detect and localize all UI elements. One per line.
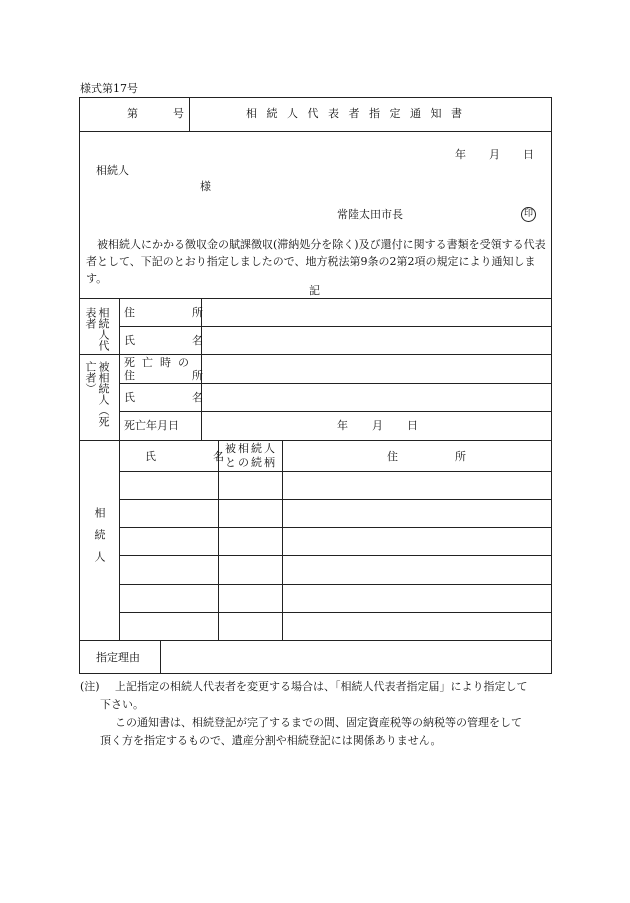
notes-marker: (注) xyxy=(80,680,100,693)
heir-3-address-field[interactable] xyxy=(283,528,551,555)
heir-3-name-field[interactable] xyxy=(120,528,218,555)
ki-label: 記 xyxy=(309,284,320,297)
heir-6-relation-field[interactable] xyxy=(219,613,282,640)
death-date-day: 日 xyxy=(407,419,418,432)
heir-1-address-field[interactable] xyxy=(283,472,551,499)
death-date-label: 死亡年月日 xyxy=(124,419,179,432)
form-id: 様式第17号 xyxy=(80,82,138,95)
date-month: 月 xyxy=(489,148,500,161)
heirs-col-relation-2: との続柄 xyxy=(225,456,277,469)
date-day: 日 xyxy=(523,148,534,161)
decedent-address-label-2: 住 所 xyxy=(124,369,226,382)
heir-1-relation-field[interactable] xyxy=(219,472,282,499)
seal-mark: 印 xyxy=(521,207,536,222)
representative-name-field[interactable] xyxy=(202,327,551,354)
heirs-col-relation-1: 被相続人 xyxy=(225,442,277,455)
decedent-address-label-1: 死亡時の xyxy=(124,356,196,369)
representative-address-label: 住 所 xyxy=(124,306,226,319)
heir-1-name-field[interactable] xyxy=(120,472,218,499)
decedent-group-label: 被相続人（死亡者） xyxy=(84,361,110,427)
decedent-name-label: 氏 名 xyxy=(124,391,226,404)
heirs-group-label: 相続人 xyxy=(93,507,106,573)
header-column-divider xyxy=(189,97,190,131)
reason-label: 指定理由 xyxy=(96,651,140,664)
heirs-col-name: 氏 名 xyxy=(145,450,247,463)
notes-line-1-cont: 下さい。 xyxy=(100,698,144,711)
notice-body: 被相続人にかかる徴収金の賦課徴収(滞納処分を除く)及び還付に関する書類を受領する代表者として、下記のとおり指定しましたので、地方税法第9条の2第2項の規定により通知します。 xyxy=(86,238,546,285)
heir-5-name-field[interactable] xyxy=(120,585,218,612)
heirs-col-address: 住 所 xyxy=(387,450,489,463)
date-year: 年 xyxy=(455,148,466,161)
representative-name-label: 氏 名 xyxy=(124,334,226,347)
number-label-dai: 第 xyxy=(127,107,138,120)
notes-line-1: 上記指定の相続人代表者を変更する場合は、「相続人代表者指定届」により指定して xyxy=(115,680,528,693)
heir-4-relation-field[interactable] xyxy=(219,556,282,584)
decedent-name-field[interactable] xyxy=(202,384,551,411)
header-divider xyxy=(79,131,552,132)
label-column-divider xyxy=(119,298,120,440)
heir-6-name-field[interactable] xyxy=(120,613,218,640)
death-date-month: 月 xyxy=(372,419,383,432)
addressee-label: 相続人 xyxy=(96,164,129,177)
decedent-address-field[interactable] xyxy=(202,355,551,383)
document-title: 相続人代表者指定通知書 xyxy=(246,107,472,120)
decedent-bottom-line xyxy=(79,440,552,441)
issuer-name: 常陸太田市長 xyxy=(337,208,403,221)
heir-3-relation-field[interactable] xyxy=(219,528,282,555)
number-label-go: 号 xyxy=(173,107,184,120)
reason-field[interactable] xyxy=(161,641,551,673)
heir-4-address-field[interactable] xyxy=(283,556,551,584)
decedent-line-2 xyxy=(119,411,552,412)
addressee-honorific: 様 xyxy=(200,180,211,193)
death-date-year: 年 xyxy=(337,419,348,432)
representative-group-label: 相続人代表者 xyxy=(84,307,110,351)
heir-2-relation-field[interactable] xyxy=(219,500,282,527)
heir-5-relation-field[interactable] xyxy=(219,585,282,612)
representative-address-field[interactable] xyxy=(202,299,551,326)
heir-2-address-field[interactable] xyxy=(283,500,551,527)
heir-2-name-field[interactable] xyxy=(120,500,218,527)
heir-4-name-field[interactable] xyxy=(120,556,218,584)
heir-6-address-field[interactable] xyxy=(283,613,551,640)
heir-5-address-field[interactable] xyxy=(283,585,551,612)
notes-line-2: この通知書は、相続登記が完了するまでの間、固定資産税等の納税等の管理をして xyxy=(115,716,522,729)
notes-line-2-cont: 頂く方を指定するもので、遺産分割や相続登記には関係ありません。 xyxy=(100,734,442,747)
